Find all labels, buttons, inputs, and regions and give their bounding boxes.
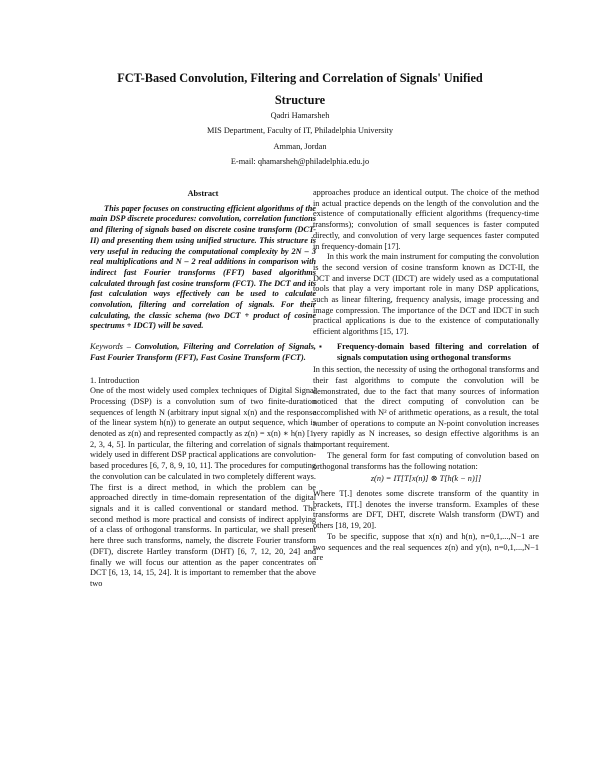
abstract-body: This paper focuses on constructing efficient algorithms of the main DSP discrete procedures: convolution, correlation functions and filtering of signals based on discrete cosine transform (DCT-II) and presenting them using unified structure. This structure is very useful in reducing the computational complexity by 2N – 3 real multiplications and N – 2 real additions in comparison with indirect fast Fourier transforms (FFT) based algorithms calculated through fast cosine transform (FCT). The DCT and its fast calculation ways effectively can be used to calculate convolution, filtering and correlation of signals. For their calculating, the classic schema (two DCT + product of cosine spectrums + IDCT) will be saved. — [90, 203, 316, 331]
author-name: Qadri Hamarsheh — [270, 111, 330, 120]
intro-heading: 1. Introduction — [90, 375, 140, 385]
intro-body: One of the most widely used complex techniques of Digital Signal Processing (DSP) is a convolution sum of two finite-duration sequences of length N (arbitrary input signal x(n) and the response of the linear system h(n)) to generate an output sequence, which is denoted as z(n) and represented compactly as z(n) = x(n) ∗ h(n) [1, 2, 3, 4, 5]. In particular, the filtering and correlation of signals that widely used in different DSP practical applications are convolution-based procedures [6, 7, 8, 9, 10, 11]. The procedures for computing the convolution can be calculated in two completely different ways. The first is a direct method, in which the problem can be approached directly in time-domain representation of the digital signals and it is called conventional or standard method. The second method is more practical and consists of indirect applying of a class of orthogonal transforms. In particular, we shall present here three such transforms, namely, the discrete Fourier transform (DFT), discrete Hartley transform (DHT) [6, 7, 12, 20, 24] and finally we will focus our attention as the paper concentrates on DCT [6, 13, 14, 15, 24]. It is important to remember that the above two — [90, 386, 316, 588]
author-location: Amman, Jordan — [273, 142, 327, 151]
abstract-heading: Abstract — [187, 189, 219, 198]
subsection-heading-text: Frequency-domain based filtering and correlation of signals computation using orthogonal transforms — [337, 341, 539, 362]
convolution-formula: z(n) = IT[T[x(n)] ⊗ T[h(k − n)]] — [370, 474, 482, 484]
bullet-icon: ▪ — [319, 341, 322, 351]
right-paragraph-2: In this work the main instrument for computing the convolution is the second version of cosine transform known as DCT-II, the DCT and inverse DCT (IDCT) are widely used as a computational tools that play a very important role in many DSP applications, such as linear filtering, frequency analysis, image processing and image compression. The importance of the DCT and IDCT in such practical applications is due to the existence of computationally efficient algorithms [15, 17]. — [313, 252, 539, 337]
subsection-heading — [313, 342, 539, 363]
right-column — [313, 188, 539, 564]
paper-title-line2: Structure — [274, 93, 326, 107]
right-paragraph-3: In this section, the necessity of using the orthogonal transforms and their fast algorithms to compute the convolution will be demonstrated, due to the fact that many sources of information noticed that the direct computing of convolution can be accomplished with N² of arithmetic operations, as a result, the total number of operations to compute an N-point convolution increases very rapidly as N increases, so design effective algorithms is an important requirement. — [313, 365, 539, 450]
paper-title-line1: FCT-Based Convolution, Filtering and Correlation of Signals' Unified — [117, 71, 483, 85]
keywords-label: Keywords – — [90, 342, 131, 352]
author-email: E-mail: qhamarsheh@philadelphia.edu.jo — [230, 157, 370, 166]
left-column — [90, 189, 316, 590]
right-paragraph-5: Where T[.] denotes some discrete transform of the quantity in brackets, IT[.] denotes the inverse transform. Examples of these transforms are DFT, DHT, discrete Walsh transform (DWT) and others [18, 19, 20]. — [313, 488, 539, 531]
keywords — [90, 342, 316, 363]
keywords-text: Convolution, Filtering and Correlation of Signals, Fast Fourier Transform (FFT), Fast Cosine Transform (FCT). — [90, 342, 316, 362]
right-paragraph-4: The general form for fast computing of convolution based on orthogonal transforms has the following notation: — [313, 450, 539, 471]
right-paragraph-6: To be specific, suppose that x(n) and h(n), n=0,1,...,N−1 are two sequences and the real sequences z(n) and y(n), n=0,1,...,N−1 are — [313, 531, 539, 563]
author-affiliation: MIS Department, Faculty of IT, Philadelphia University — [206, 126, 394, 135]
right-paragraph-1: approaches produce an identical output. The choice of the method in actual practice depends on the length of the convolution and the existence of computationally efficient algorithms (frequency-time transforms); convolution of small sequences is faster computed directly, and convolution of very large sequences faster computed in frequency-domain [17]. — [313, 188, 539, 251]
